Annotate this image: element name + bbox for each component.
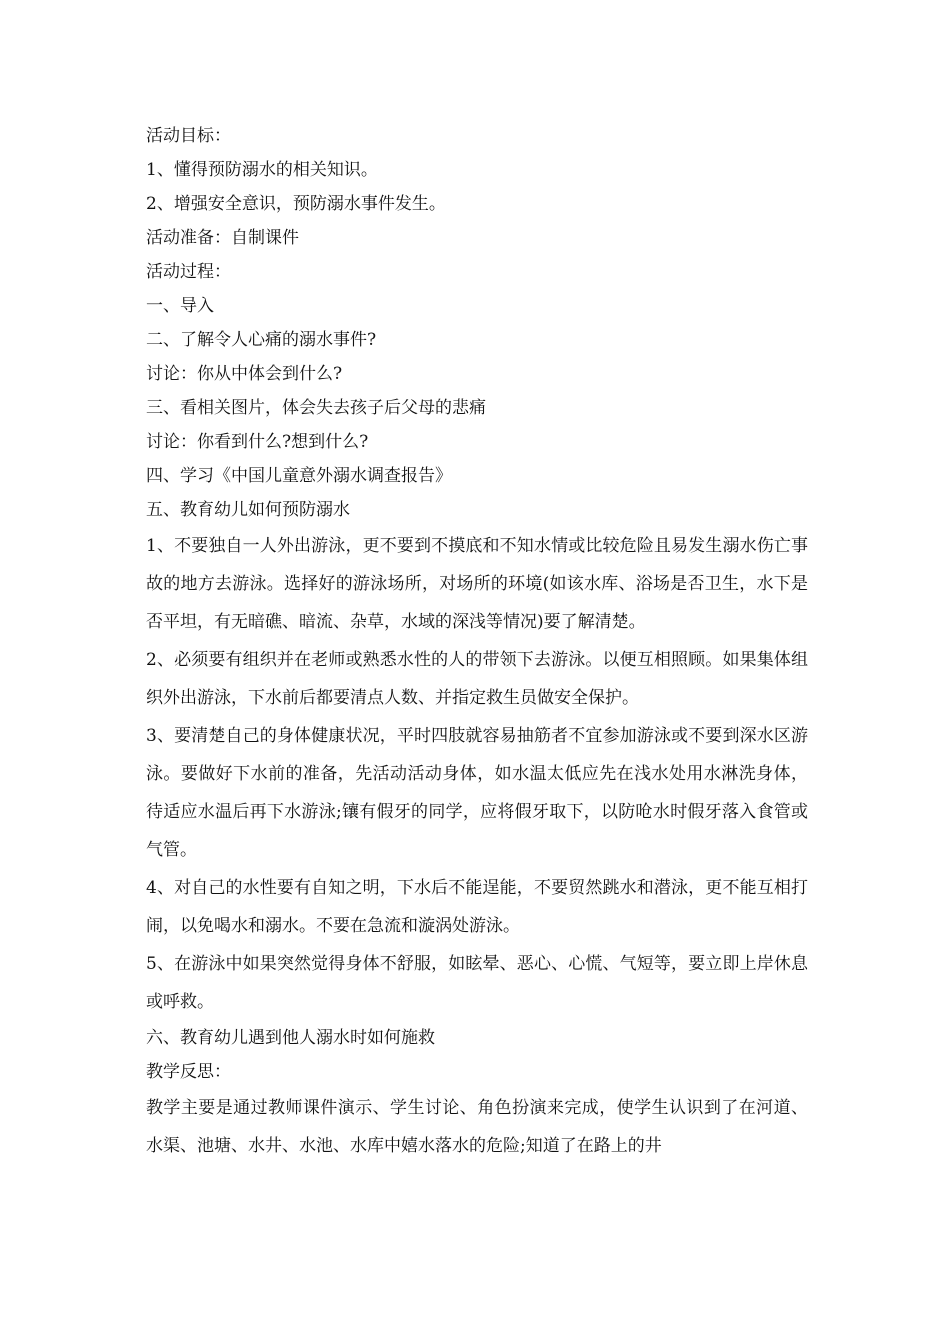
step-5: 五、教育幼儿如何预防溺水	[146, 500, 350, 520]
discuss-2: 讨论：你看到什么?想到什么?	[146, 432, 369, 452]
goal-2: 2、增强安全意识，预防溺水事件发生。	[146, 194, 446, 214]
document-page	[146, 119, 808, 1165]
reflection: 教学主要是通过教师课件演示、学生讨论、角色扮演来完成，使学生认识到了在河道、水渠、池塘、水井、水池、水库中嬉水落水的危险;知道了在路上的井	[146, 1098, 808, 1156]
tip-3: 3、要清楚自己的身体健康状况，平时四肢就容易抽筋者不宜参加游泳或不要到深水区游泳。要做好下水前的准备，先活动活动身体，如水温太低应先在浅水处用水淋洗身体，待适应水温后再下水游泳;镶有假牙的同学，应将假牙取下，以防呛水时假牙落入食管或气管。	[146, 726, 808, 860]
step-3: 三、看相关图片，体会失去孩子后父母的悲痛	[146, 398, 486, 418]
tip-1: 1、不要独自一人外出游泳，更不要到不摸底和不知水情或比较危险且易发生溺水伤亡事故的地方去游泳。选择好的游泳场所，对场所的环境(如该水库、浴场是否卫生，水下是否平坦，有无暗礁、暗流、杂草，水域的深浅等情况)要了解清楚。	[146, 536, 808, 632]
step-2: 二、了解令人心痛的溺水事件?	[146, 330, 377, 350]
heading-reflection: 教学反思：	[146, 1062, 231, 1082]
tip-5: 5、在游泳中如果突然觉得身体不舒服，如眩晕、恶心、心慌、气短等，要立即上岸休息或呼救。	[146, 954, 808, 1012]
heading-process: 活动过程：	[146, 262, 231, 282]
tip-2: 2、必须要有组织并在老师或熟悉水性的人的带领下去游泳。以便互相照顾。如果集体组织外出游泳，下水前后都要清点人数、并指定救生员做安全保护。	[146, 650, 808, 708]
discuss-1: 讨论：你从中体会到什么?	[146, 364, 343, 384]
step-4: 四、学习《中国儿童意外溺水调查报告》	[146, 466, 452, 486]
heading-goals: 活动目标：	[146, 126, 231, 146]
tip-4: 4、对自己的水性要有自知之明，下水后不能逞能，不要贸然跳水和潜泳，更不能互相打闹，以免喝水和溺水。不要在急流和漩涡处游泳。	[146, 878, 808, 936]
step-6: 六、教育幼儿遇到他人溺水时如何施救	[146, 1028, 435, 1048]
step-1: 一、导入	[146, 296, 214, 316]
preparation: 活动准备：自制课件	[146, 228, 299, 248]
goal-1: 1、懂得预防溺水的相关知识。	[146, 160, 378, 180]
